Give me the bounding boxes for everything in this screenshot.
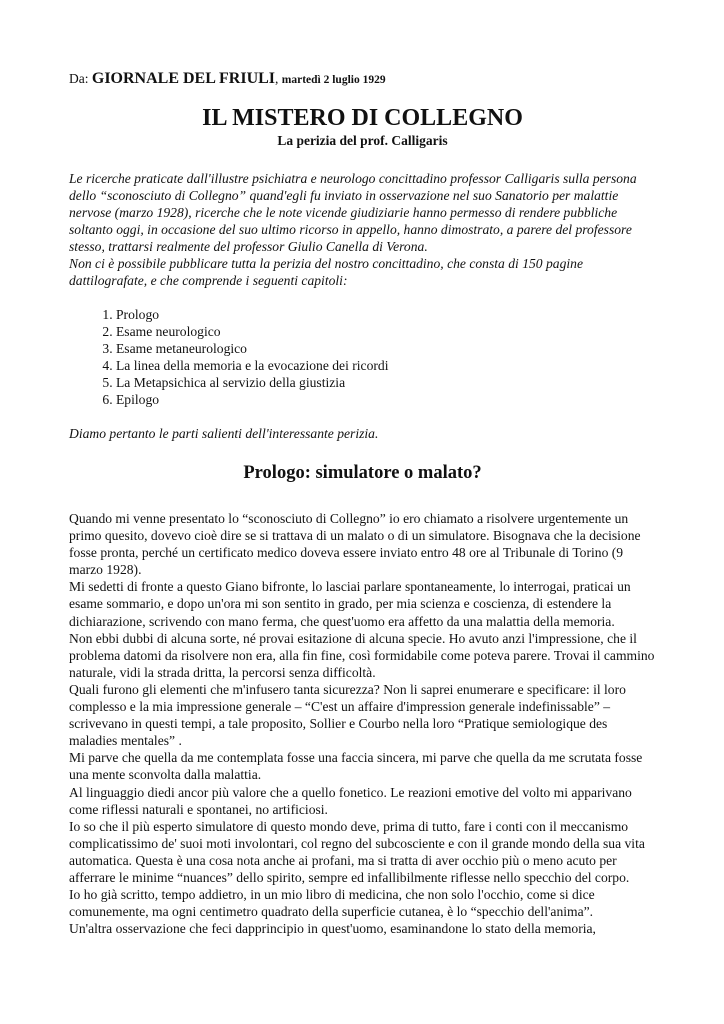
newspaper-name: GIORNALE DEL FRIULI xyxy=(91,70,276,87)
source-label: Da: xyxy=(69,71,92,86)
source-line xyxy=(69,70,656,89)
body-paragraph: Io so che il più esperto simulatore di questo mondo deve, prima di tutto, fare i conti con il meccanismo complicatissimo de' suoi moti involontari, col regno del subcosciente e con il grande mondo della sua vita automatica. Questa è una cosa nota anche ai profani, ma si tratta di aver occhio più o meno acuto per afferrare le minime “nuances” dello spirito, sempre ed infallibilmente riflesse nello specchio del corpo. xyxy=(69,818,645,885)
body-paragraph: Quali furono gli elementi che m'infusero tanta sicurezza? Non li saprei enumerare e specificare: il loro complesso e la mia impressione generale – “C'est un affaire d'impression generale indefinissable” – scrivevano in questi tempi, a tale proposito, Sollier e Courbo nella loro “Pratique semiologique des maladies mentales” . xyxy=(69,681,626,749)
body-paragraph: Al linguaggio diedi ancor più valore che a quello fonetico. Le reazioni emotive del volto mi apparivano come riflessi naturali e spontanei, no artificiosi. xyxy=(69,784,632,817)
body-paragraph: Quando mi venne presentato lo “sconosciuto di Collegno” io ero chiamato a risolvere urgentemente un primo quesito, dovevo cioè dire se si trattava di un malato o di un simulatore. Bisognava che la decisione fosse pronta, perché un certificato medico doveva essere inviato entro 48 ore al Tribunale di Torino (9 marzo 1928). xyxy=(69,511,641,578)
section-heading: Prologo: simulatore o malato? xyxy=(243,463,482,483)
closing-note: Diamo pertanto le parti salienti dell'interessante perizia. xyxy=(69,426,379,441)
body-paragraph: Mi sedetti di fronte a questo Giano bifronte, lo lasciai parlare spontaneamente, lo interrogai, praticai un esame sommario, e dopo un'ora mi son sentito in grado, per mia scienza e coscienza, di estendere la dichiarazione, scrivendo con mano ferma, che quest'uomo era affetto da una malattia della memoria. xyxy=(69,579,631,629)
article-subtitle: La perizia del prof. Calligaris xyxy=(277,133,448,148)
chapter-item: 3. Esame metaneurologico xyxy=(116,340,656,357)
source-separator: , xyxy=(275,71,282,86)
chapter-list xyxy=(69,306,656,408)
intro-line: Le ricerche praticate dall'illustre psichiatra e neurologo concittadino professor Calligaris sulla persona dello “sconosciuto di Collegno” quand'egli fu inviato in osservazione nel suo Sanatorio per malattie nervose (marzo 1928), ricerche che le note vicende giudiziarie hanno permesso di rendere pubbliche soltanto oggi, in occasione del suo ultimo ricorso in appello, hanno dimostrato, a parere del professore stesso, trattarsi realmente del professor Giulio Canella di Verona. xyxy=(69,171,637,254)
body-paragraph: Mi parve che quella da me contemplata fosse una faccia sincera, mi parve che quella da me scrutata fosse una mente sconvolta dalla malattia. xyxy=(69,750,643,783)
chapter-item: 6. Epilogo xyxy=(116,391,656,408)
intro-line: Non ci è possibile pubblicare tutta la perizia del nostro concittadino, che consta di 150 pagine dattilografate, e che comprende i seguenti capitoli: xyxy=(69,256,583,288)
chapter-item: 1. Prologo xyxy=(116,306,656,323)
article-body xyxy=(69,510,656,937)
article-title: IL MISTERO DI COLLEGNO xyxy=(202,105,523,131)
body-paragraph: Io ho già scritto, tempo addietro, in un mio libro di medicina, che non solo l'occhio, come si dice comunemente, ma ogni centimetro quadrato della superficie cutanea, è lo “specchio dell'anima”. xyxy=(69,887,595,920)
chapter-item: 5. La Metapsichica al servizio della giustizia xyxy=(116,374,656,391)
body-paragraph: Non ebbi dubbi di alcuna sorte, né provai esitazione di alcuna specie. Ho avuto anzi l'impressione, che il problema datomi da risolvere non era, alla fin fine, così formidabile come poteva parere. Trovai il cammino naturale, vidi la strada dritta, la percorsi senza difficoltà. xyxy=(69,630,655,680)
publication-date: martedì 2 luglio 1929 xyxy=(281,74,386,86)
chapter-item: 2. Esame neurologico xyxy=(116,323,656,340)
body-paragraph: Un'altra osservazione che feci dapprincipio in quest'uomo, esaminandone lo stato della memoria, xyxy=(69,921,596,937)
chapter-item: 4. La linea della memoria e la evocazione dei ricordi xyxy=(116,357,656,374)
intro-paragraph xyxy=(69,170,656,289)
